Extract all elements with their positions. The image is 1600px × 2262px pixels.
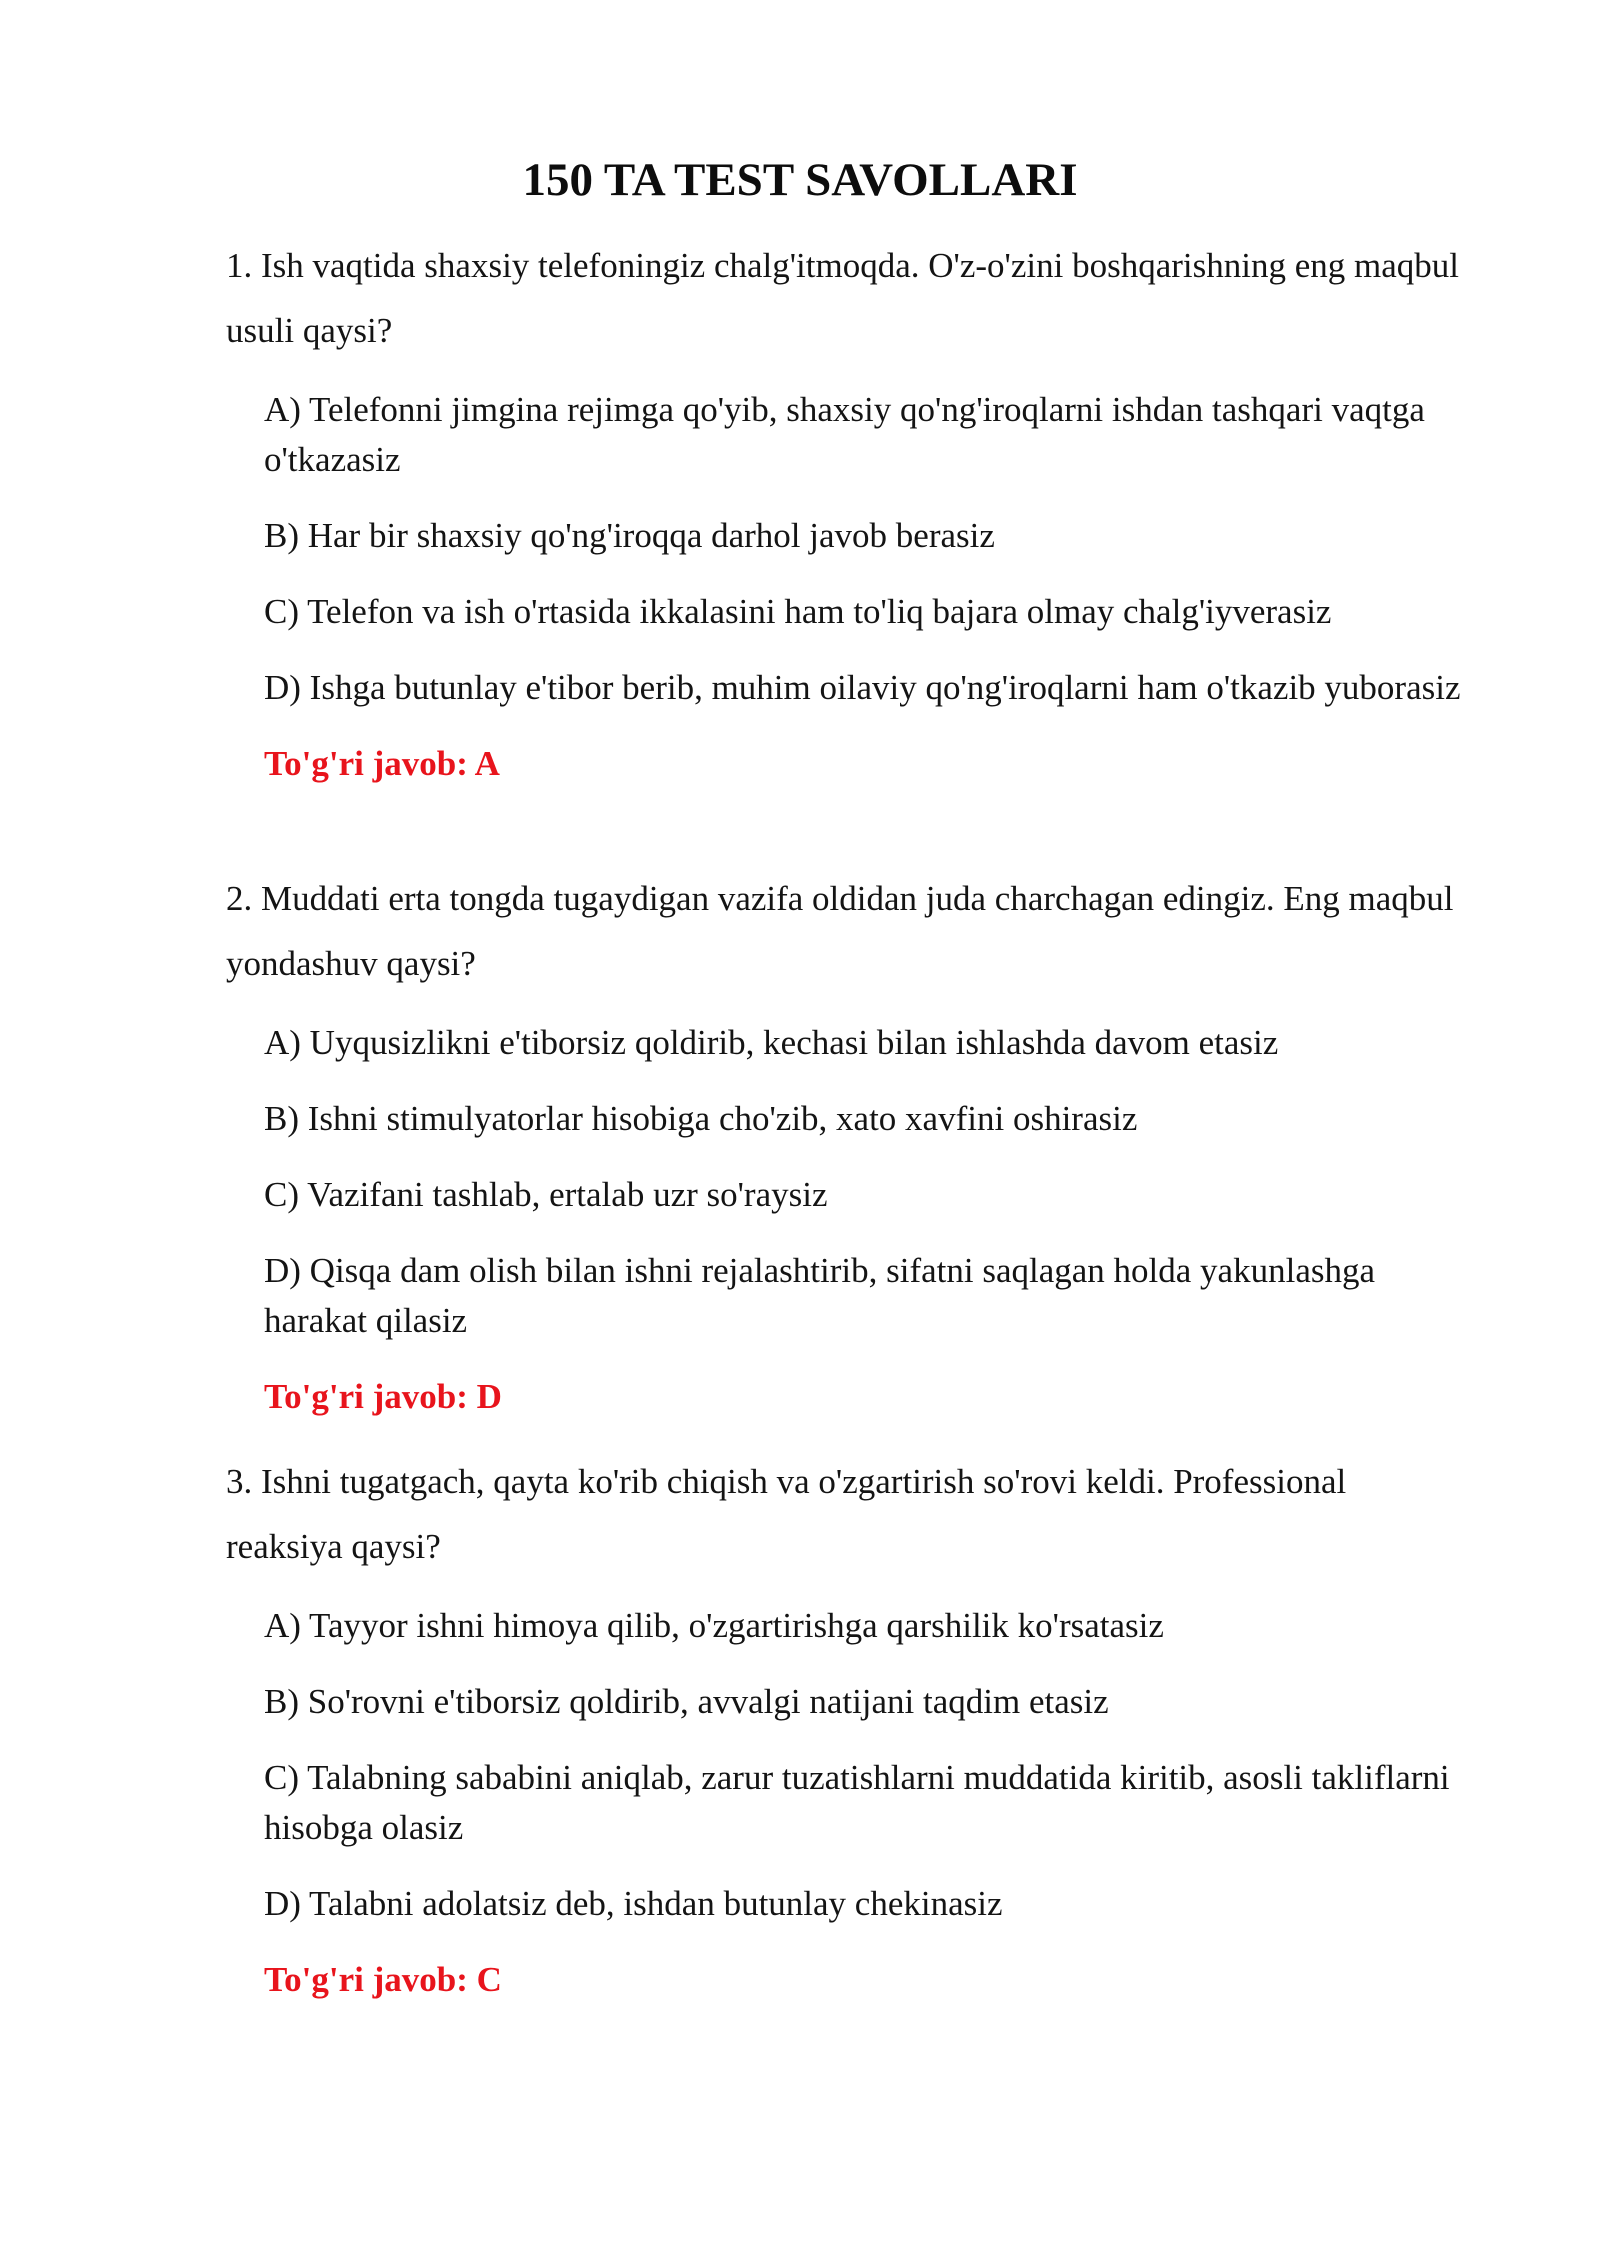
question-block-1: [226, 233, 1466, 789]
option-c: C) Vazifani tashlab, ertalab uzr so'raysiz: [264, 1175, 828, 1214]
option-d: D) Ishga butunlay e'tibor berib, muhim oilaviy qo'ng'iroqlarni ham o'tkazib yuborasiz: [264, 668, 1461, 707]
option-a: A) Uyqusizlikni e'tiborsiz qoldirib, kechasi bilan ishlashda davom etasiz: [264, 1023, 1279, 1062]
correct-answer: To'g'ri javob: A: [264, 744, 500, 783]
question-block-2: [226, 866, 1466, 1422]
correct-answer: To'g'ri javob: D: [264, 1377, 502, 1416]
option-b: B) So'rovni e'tiborsiz qoldirib, avvalgi natijani taqdim etasiz: [264, 1682, 1109, 1721]
option-d: D) Qisqa dam olish bilan ishni rejalashtirib, sifatni saqlagan holda yakunlashga harakat qilasiz: [264, 1251, 1376, 1340]
options-list: [226, 385, 1466, 713]
option-b: B) Har bir shaxsiy qo'ng'iroqqa darhol javob berasiz: [264, 516, 995, 555]
question-text: 2. Muddati erta tongda tugaydigan vazifa oldidan juda charchagan edingiz. Eng maqbul yondashuv qaysi?: [226, 879, 1454, 983]
option-c: C) Telefon va ish o'rtasida ikkalasini ham to'liq bajara olmay chalg'iyverasiz: [264, 592, 1332, 631]
option-c: C) Talabning sababini aniqlab, zarur tuzatishlarni muddatida kiritib, asosli takliflarni hisobga olasiz: [264, 1758, 1450, 1847]
option-a: A) Telefonni jimgina rejimga qo'yib, shaxsiy qo'ng'iroqlarni ishdan tashqari vaqtga o'tkazasiz: [264, 390, 1425, 479]
question-text: 3. Ishni tugatgach, qayta ko'rib chiqish va o'zgartirish so'rovi keldi. Professional reaksiya qaysi?: [226, 1462, 1347, 1566]
options-list: [226, 1018, 1466, 1346]
option-b: B) Ishni stimulyatorlar hisobiga cho'zib, xato xavfini oshirasiz: [264, 1099, 1138, 1138]
option-d: D) Talabni adolatsiz deb, ishdan butunlay chekinasiz: [264, 1884, 1003, 1923]
option-a: A) Tayyor ishni himoya qilib, o'zgartirishga qarshilik ko'rsatasiz: [264, 1606, 1164, 1645]
document-title: 150 TA TEST SAVOLLARI: [522, 154, 1078, 206]
correct-answer: To'g'ri javob: C: [264, 1960, 502, 1999]
options-list: [226, 1601, 1466, 1929]
question-text: 1. Ish vaqtida shaxsiy telefoningiz chalg'itmoqda. O'z-o'zini boshqarishning eng maqbul usuli qaysi?: [226, 246, 1459, 350]
question-block-3: [226, 1449, 1466, 2005]
